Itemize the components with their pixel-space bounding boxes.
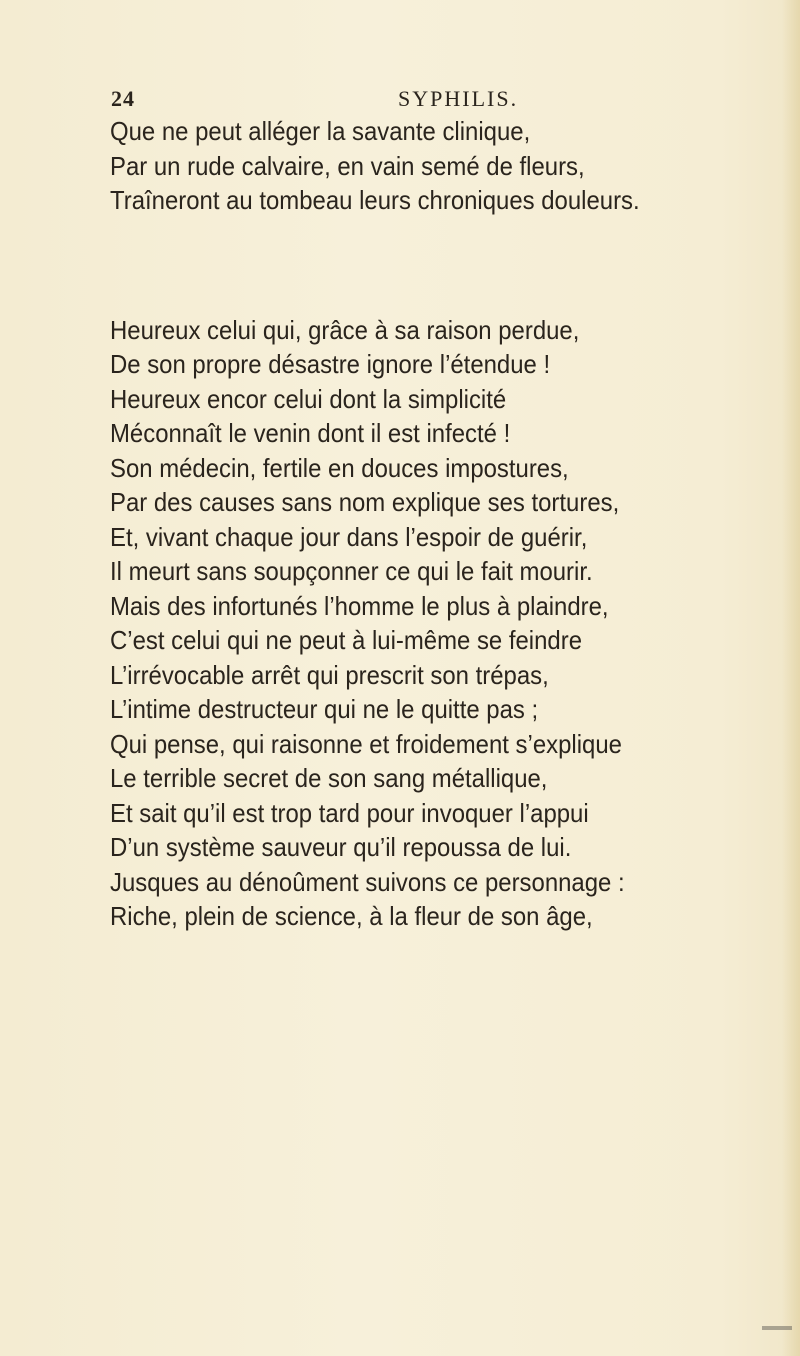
verse-line: Par des causes sans nom explique ses tortures, xyxy=(110,487,620,517)
page-header xyxy=(0,86,800,116)
verse-line: Par un rude calvaire, en vain semé de fleurs, xyxy=(110,150,585,181)
poem-text xyxy=(110,114,736,934)
verse-line: Le terrible secret de son sang métallique, xyxy=(110,763,548,793)
scan-edge-mark xyxy=(762,1326,792,1330)
verse-line: Heureux celui qui, grâce à sa raison perdue, xyxy=(110,314,580,345)
verse-line: Jusques au dénoûment suivons ce personnage : xyxy=(110,866,625,897)
stanza-2 xyxy=(110,313,736,934)
page-edge-shadow xyxy=(782,0,800,1356)
verse-line: Riche, plein de science, à la fleur de son âge, xyxy=(110,901,593,931)
verse-line: Il meurt sans soupçonner ce qui le fait mourir. xyxy=(110,556,593,586)
verse-line: C’est celui qui ne peut à lui-même se feindre xyxy=(110,625,583,655)
verse-line: L’intime destructeur qui ne le quitte pas ; xyxy=(110,694,539,724)
verse-line: Son médecin, fertile en douces impostures, xyxy=(110,452,569,483)
stanza-1 xyxy=(110,114,736,218)
verse-line: Heureux encor celui dont la simplicité xyxy=(110,383,507,414)
verse-line: Que ne peut alléger la savante clinique, xyxy=(110,116,531,146)
verse-line: De son propre désastre ignore l’étendue ! xyxy=(110,349,551,379)
verse-line: Traîneront au tombeau leurs chroniques douleurs. xyxy=(110,185,640,215)
verse-line: Méconnaît le venin dont il est infecté ! xyxy=(110,418,511,448)
page-number: 24 xyxy=(111,86,135,111)
verse-line: Et sait qu’il est trop tard pour invoquer l’appui xyxy=(110,797,589,828)
verse-line: L’irrévocable arrêt qui prescrit son trépas, xyxy=(110,659,549,690)
verse-line: D’un système sauveur qu’il repoussa de lui. xyxy=(110,832,572,862)
stanza-break xyxy=(110,218,736,313)
verse-line: Qui pense, qui raisonne et froidement s’explique xyxy=(110,728,622,759)
verse-line: Et, vivant chaque jour dans l’espoir de guérir, xyxy=(110,521,588,552)
verse-line: Mais des infortunés l’homme le plus à plaindre, xyxy=(110,590,609,621)
running-title: SYPHILIS. xyxy=(398,86,519,111)
